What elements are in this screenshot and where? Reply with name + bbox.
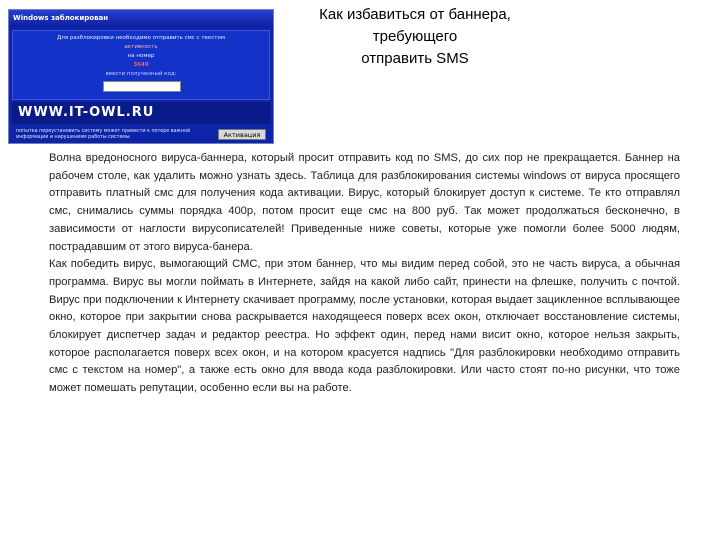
banner-line-4: 3649	[133, 62, 149, 68]
article-paragraph-2: Как победить вирус, вымогающий СМС, при этом баннер, что мы видим перед собой, это не часть вируса, а обычная программа. Вирус вы могли поймать в Интернете, зайдя на какой либо сайт, принести на флешке, получить с почтой. Вирус при подключении к Интернету скачивает программу, после установки, которая выдает зацикленное всплывающее окно, которое при закрытии снова раскрывается находящееся поверх всех окон, отключает восстановление системы, блокирует диспетчер задач и редактор реестра. Но эффект один, перед нами висит окно, которое нельзя закрыть, которое располагается поверх всех окон, и на котором красуется надпись "Для разблокировки необходимо отправить смс с текстом на номер", а также есть окно для ввода кода разблокировки. Или часто стоят по-но рисунки, что тоже может помешать репутации, особенно если вы на работе.	[49, 258, 680, 395]
page-title	[280, 4, 550, 70]
banner-bottom-bar	[12, 127, 270, 142]
banner-activation-button: Активация	[218, 129, 266, 140]
page-title-line-2: отправить SMS	[361, 50, 469, 67]
banner-caption: Windows заблокирован	[9, 10, 273, 27]
banner-code-input	[103, 81, 181, 92]
article-paragraph-1: Волна вредоносного вируса-баннера, который просит отправить код по SMS, до сих пор не прекращается. Баннер на рабочем столе, как удалить можно узнать здесь. Таблица для разблокирования системы windows от вируса просящего отправить платный смс для получения кода активации. Вирус, который блокирует доступ к системе. Те кто отправлял смс, снимались суммы порядка 400р, потом просит еще смс на 800 руб. Так может продолжаться бесконечно, в зависимости от наглости вирусописателей! Приведенные ниже советы, которые уже помогли более 5000 людям, пострадавшим от этого вируса-банера.	[49, 152, 680, 253]
article-body	[49, 150, 680, 398]
banner-line-2: активность	[124, 44, 158, 50]
ransomware-banner-screenshot	[8, 9, 274, 144]
banner-line-3: на номер	[127, 53, 155, 59]
page-title-line-1: Как избавиться от баннера, требующего	[319, 6, 511, 45]
banner-message-panel	[12, 30, 270, 100]
banner-line-5: ввести полученный код:	[105, 71, 177, 77]
banner-line-1: Для разблокировки необходимо отправить смс с текстом	[57, 35, 225, 41]
banner-url: WWW.IT-OWL.RU	[12, 102, 270, 124]
banner-warning-note: попытка переустановить систему может привести к потере важной информации и нарушениям работы системы	[16, 129, 191, 140]
